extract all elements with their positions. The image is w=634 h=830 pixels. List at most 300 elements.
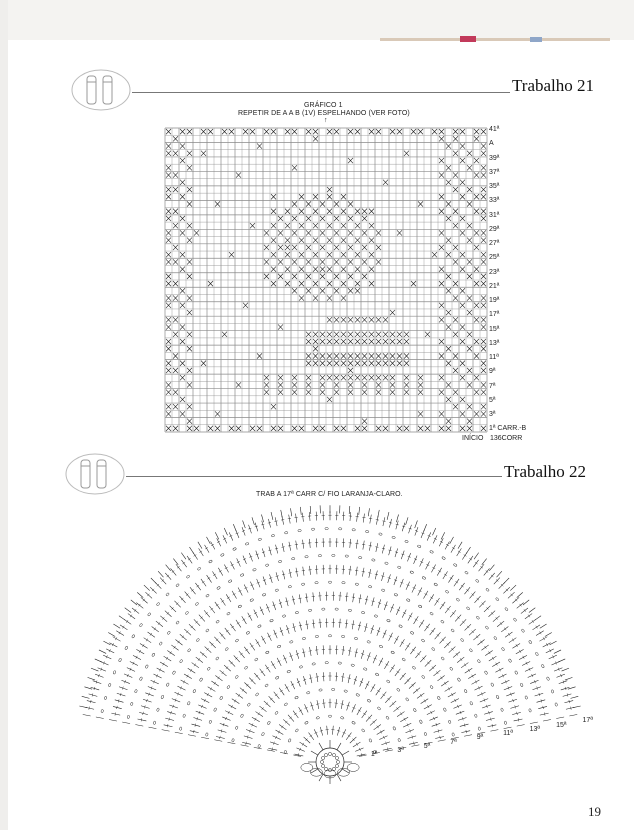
filled-cell: [271, 223, 276, 228]
section-title-22: Trabalho 22: [504, 462, 587, 481]
filled-cell: [292, 259, 297, 264]
row-label: 17ª: [582, 717, 593, 725]
filled-cell: [166, 382, 171, 387]
filled-cell: [460, 252, 465, 257]
magazine-logo-icon-22: [64, 452, 126, 496]
filled-cell: [229, 252, 234, 257]
filled-cell: [341, 252, 346, 257]
filled-cell: [467, 368, 472, 373]
filled-cell: [250, 426, 255, 431]
filled-cell: [180, 324, 185, 329]
filled-cell: [383, 339, 388, 344]
filled-cell: [327, 267, 332, 272]
filled-cell: [327, 252, 332, 257]
filled-cell: [418, 129, 423, 134]
filled-cell: [481, 238, 486, 243]
filled-cell: [348, 339, 353, 344]
filled-cell: [446, 324, 451, 329]
filled-cell: [446, 238, 451, 243]
filled-cell: [474, 209, 479, 214]
filled-cell: [404, 375, 409, 380]
filled-cell: [327, 209, 332, 214]
filled-cell: [446, 361, 451, 366]
filled-cell: [250, 223, 255, 228]
filled-cell: [173, 404, 178, 409]
filled-cell: [166, 259, 171, 264]
filled-cell: [467, 426, 472, 431]
filled-cell: [481, 426, 486, 431]
filled-cell: [341, 375, 346, 380]
filled-cell: [355, 353, 360, 358]
filled-cell: [453, 136, 458, 141]
filled-cell: [278, 390, 283, 395]
filled-cell: [467, 382, 472, 387]
filled-cell: [460, 397, 465, 402]
filled-cell: [355, 281, 360, 286]
filled-cell: [306, 332, 311, 337]
filled-cell: [292, 245, 297, 250]
filled-cell: [481, 317, 486, 322]
fan-crochet-diagram: [100, 500, 560, 790]
filled-cell: [313, 426, 318, 431]
filled-cell: [467, 419, 472, 424]
filled-cell: [278, 324, 283, 329]
filled-cell: [341, 295, 346, 300]
filled-cell: [166, 252, 171, 257]
filled-cell: [348, 288, 353, 293]
filled-cell: [180, 158, 185, 163]
filled-cell: [348, 332, 353, 337]
filled-cell: [474, 194, 479, 199]
filled-cell: [187, 151, 192, 156]
filled-cell: [341, 223, 346, 228]
filled-cell: [285, 281, 290, 286]
filled-cell: [369, 317, 374, 322]
filled-cell: [481, 187, 486, 192]
filled-cell: [390, 332, 395, 337]
filled-cell: [306, 353, 311, 358]
filled-cell: [215, 426, 220, 431]
start-label-21: INÍCIO: [462, 435, 484, 442]
filled-cell: [474, 129, 479, 134]
filled-cell: [425, 426, 430, 431]
filled-cell: [320, 332, 325, 337]
row-label: 7ª: [450, 738, 457, 746]
filled-cell: [404, 332, 409, 337]
filled-cell: [166, 317, 171, 322]
filled-cell: [285, 223, 290, 228]
filled-cell: [404, 151, 409, 156]
page-number: 19: [588, 804, 601, 819]
filled-cell: [376, 361, 381, 366]
filled-cell: [474, 172, 479, 177]
filled-cell: [376, 390, 381, 395]
filled-cell: [201, 129, 206, 134]
filled-cell: [348, 390, 353, 395]
filled-cell: [173, 317, 178, 322]
filled-cell: [467, 201, 472, 206]
filled-cell: [166, 274, 171, 279]
filled-cell: [418, 375, 423, 380]
filled-cell: [348, 201, 353, 206]
filled-cell: [173, 353, 178, 358]
filled-cell: [173, 281, 178, 286]
filled-cell: [453, 187, 458, 192]
filled-cell: [439, 390, 444, 395]
filled-cell: [264, 245, 269, 250]
filled-cell: [187, 404, 192, 409]
filled-cell: [439, 339, 444, 344]
filled-cell: [418, 201, 423, 206]
row-label: 13ª: [529, 725, 540, 733]
filled-cell: [180, 339, 185, 344]
filled-cell: [299, 252, 304, 257]
filled-cell: [313, 194, 318, 199]
filled-cell: [439, 172, 444, 177]
filled-cell: [187, 165, 192, 170]
scan-top-edge: [0, 0, 634, 40]
filled-cell: [404, 382, 409, 387]
filled-cell: [278, 259, 283, 264]
filled-cell: [271, 238, 276, 243]
filled-cell: [292, 230, 297, 235]
filled-cell: [446, 397, 451, 402]
filled-cell: [306, 361, 311, 366]
filled-cell: [355, 332, 360, 337]
filled-cell: [453, 368, 458, 373]
filled-cell: [180, 397, 185, 402]
row-label: 3ª: [397, 747, 404, 755]
filled-cell: [474, 158, 479, 163]
filled-cell: [320, 361, 325, 366]
filled-cell: [404, 353, 409, 358]
start-count-21: 136CORR: [490, 435, 523, 442]
filled-cell: [460, 411, 465, 416]
filled-cell: [180, 361, 185, 366]
filled-cell: [446, 382, 451, 387]
filled-cell: [341, 194, 346, 199]
filled-cell: [474, 411, 479, 416]
filled-cell: [369, 209, 374, 214]
filled-cell: [418, 411, 423, 416]
filled-cell: [446, 310, 451, 315]
filled-cell: [418, 390, 423, 395]
filled-cell: [341, 267, 346, 272]
filled-cell: [264, 375, 269, 380]
filled-cell: [327, 281, 332, 286]
filled-cell: [376, 245, 381, 250]
filled-cell: [418, 426, 423, 431]
filled-cell: [187, 187, 192, 192]
filled-cell: [180, 216, 185, 221]
filled-cell: [166, 303, 171, 308]
filled-cell: [166, 165, 171, 170]
filled-cell: [313, 295, 318, 300]
filled-cell: [166, 194, 171, 199]
filled-cell: [180, 129, 185, 134]
row-label: 17ª: [489, 311, 500, 319]
filled-cell: [404, 390, 409, 395]
filled-cell: [306, 390, 311, 395]
filled-cell: [362, 390, 367, 395]
filled-cell: [383, 353, 388, 358]
filled-cell: [306, 201, 311, 206]
filled-cell: [383, 332, 388, 337]
row-label: 23ª: [489, 268, 500, 276]
filled-cell: [467, 295, 472, 300]
filled-cell: [285, 129, 290, 134]
filled-cell: [425, 332, 430, 337]
filled-cell: [369, 223, 374, 228]
filled-cell: [166, 209, 171, 214]
filled-cell: [397, 332, 402, 337]
filled-cell: [453, 353, 458, 358]
filled-cell: [285, 238, 290, 243]
filled-cell: [194, 426, 199, 431]
filled-cell: [173, 259, 178, 264]
filled-cell: [474, 390, 479, 395]
row-label: 15ª: [489, 325, 500, 333]
stitch-row: [162, 592, 499, 732]
filled-cell: [341, 332, 346, 337]
filled-cell: [481, 390, 486, 395]
filled-cell: [306, 288, 311, 293]
filled-cell: [327, 339, 332, 344]
filled-cell: [264, 259, 269, 264]
filled-cell: [446, 346, 451, 351]
filled-cell: [201, 361, 206, 366]
filled-cell: [446, 143, 451, 148]
filled-cell: [180, 411, 185, 416]
filled-cell: [404, 339, 409, 344]
filled-cell: [208, 426, 213, 431]
filled-cell: [313, 267, 318, 272]
filled-cell: [306, 230, 311, 235]
filled-cell: [278, 230, 283, 235]
filled-cell: [173, 332, 178, 337]
filled-cell: [166, 411, 171, 416]
filled-cell: [334, 288, 339, 293]
filled-cell: [327, 361, 332, 366]
filled-cell: [166, 324, 171, 329]
filled-cell: [334, 375, 339, 380]
filled-cell: [334, 426, 339, 431]
filled-cell: [348, 361, 353, 366]
filled-cell: [313, 129, 318, 134]
filled-cell: [362, 216, 367, 221]
filled-cell: [376, 332, 381, 337]
filled-cell: [481, 295, 486, 300]
filled-cell: [313, 223, 318, 228]
filled-cell: [334, 230, 339, 235]
filled-cell: [341, 209, 346, 214]
filled-cell: [362, 382, 367, 387]
filled-cell: [460, 361, 465, 366]
filled-cell: [334, 332, 339, 337]
filled-cell: [348, 230, 353, 235]
filled-cell: [327, 353, 332, 358]
filled-cell: [474, 267, 479, 272]
filled-cell: [411, 129, 416, 134]
filled-cell: [348, 259, 353, 264]
filled-cell: [166, 238, 171, 243]
filled-cell: [229, 426, 234, 431]
filled-cell: [334, 317, 339, 322]
filled-cell: [341, 339, 346, 344]
filled-cell: [355, 238, 360, 243]
filled-cell: [173, 223, 178, 228]
filled-cell: [390, 390, 395, 395]
filled-cell: [334, 259, 339, 264]
filled-cell: [180, 267, 185, 272]
filled-cell: [173, 368, 178, 373]
filled-cell: [194, 230, 199, 235]
filled-cell: [334, 361, 339, 366]
filled-cell: [453, 281, 458, 286]
stitch-row: [241, 672, 420, 746]
row-label: 27ª: [489, 240, 500, 248]
filled-cell: [390, 310, 395, 315]
row-label: 7ª: [489, 382, 496, 390]
filled-cell: [355, 267, 360, 272]
filled-cell: [243, 303, 248, 308]
filled-cell: [439, 129, 444, 134]
filled-cell: [481, 151, 486, 156]
filled-cell: [215, 201, 220, 206]
filled-cell: [180, 252, 185, 257]
filled-cell: [481, 165, 486, 170]
filled-cell: [292, 375, 297, 380]
filled-cell: [446, 274, 451, 279]
filled-cell: [376, 353, 381, 358]
filled-cell: [173, 426, 178, 431]
filled-cell: [313, 339, 318, 344]
filled-cell: [376, 426, 381, 431]
filled-cell: [180, 180, 185, 185]
filled-cell: [320, 267, 325, 272]
filled-cell: [481, 194, 486, 199]
filled-cell: [187, 238, 192, 243]
filled-cell: [474, 230, 479, 235]
filled-cell: [362, 361, 367, 366]
filled-cell: [481, 143, 486, 148]
filled-cell: [187, 259, 192, 264]
row-label: 3ª: [489, 411, 496, 419]
filled-cell: [481, 346, 486, 351]
filled-cell: [467, 346, 472, 351]
filled-cell: [460, 158, 465, 163]
filled-cell: [348, 216, 353, 221]
filled-cell: [299, 295, 304, 300]
row-label: 25ª: [489, 254, 500, 262]
filled-cell: [257, 143, 262, 148]
filled-cell: [320, 259, 325, 264]
filled-cell: [383, 426, 388, 431]
filled-cell: [187, 274, 192, 279]
filled-cell: [369, 267, 374, 272]
row-label: 1ª CARR.-B: [489, 425, 527, 433]
filled-cell: [369, 375, 374, 380]
stitch-row: [254, 688, 406, 749]
filled-cell: [460, 339, 465, 344]
filled-cell: [257, 353, 262, 358]
filled-cell: [376, 317, 381, 322]
filled-cell: [460, 143, 465, 148]
filled-cell: [306, 216, 311, 221]
filled-cell: [467, 332, 472, 337]
filled-cell: [222, 332, 227, 337]
filled-cell: [383, 317, 388, 322]
filled-cell: [481, 361, 486, 366]
filled-cell: [187, 382, 192, 387]
filled-cell: [222, 129, 227, 134]
filled-cell: [166, 404, 171, 409]
filled-cell: [166, 143, 171, 148]
filled-cell: [383, 361, 388, 366]
filled-cell: [320, 201, 325, 206]
filled-cell: [481, 339, 486, 344]
row-label: 35ª: [489, 183, 500, 191]
row-label: 9ª: [489, 368, 496, 376]
filled-cell: [299, 426, 304, 431]
filled-cell: [285, 252, 290, 257]
filled-cell: [362, 259, 367, 264]
row-label: 41ª: [489, 126, 500, 133]
filled-cell: [467, 238, 472, 243]
filled-cell: [453, 172, 458, 177]
filled-cell: [341, 361, 346, 366]
filled-cell: [390, 375, 395, 380]
filled-cell: [320, 288, 325, 293]
filled-cell: [481, 404, 486, 409]
filled-cell: [299, 194, 304, 199]
filled-cell: [334, 274, 339, 279]
grid-lines: [165, 128, 487, 432]
filled-cell: [306, 375, 311, 380]
filled-cell: [439, 281, 444, 286]
row-label: 31ª: [489, 211, 500, 219]
filled-cell: [362, 317, 367, 322]
filled-cell: [439, 411, 444, 416]
filled-cell: [439, 209, 444, 214]
filled-cell: [369, 353, 374, 358]
filled-cell: [467, 310, 472, 315]
filled-cell: [383, 375, 388, 380]
filled-cell: [292, 382, 297, 387]
filled-cell: [173, 209, 178, 214]
filled-cell: [453, 259, 458, 264]
scan-left-edge: [0, 0, 8, 830]
filled-cell: [306, 339, 311, 344]
filled-cell: [460, 324, 465, 329]
center-ring: [308, 740, 352, 784]
filled-cell: [453, 317, 458, 322]
filled-cell: [285, 267, 290, 272]
filled-cell: [180, 288, 185, 293]
filled-cell: [334, 390, 339, 395]
row-label: 5ª: [423, 742, 431, 750]
filled-cell: [446, 165, 451, 170]
filled-cell: [369, 339, 374, 344]
filled-cell: [278, 216, 283, 221]
filled-cell: [292, 390, 297, 395]
filled-cell: [467, 259, 472, 264]
filled-cell: [187, 332, 192, 337]
filled-cell: [460, 426, 465, 431]
row-label: 5ª: [489, 396, 496, 404]
filled-cell: [292, 274, 297, 279]
filled-cell: [313, 209, 318, 214]
